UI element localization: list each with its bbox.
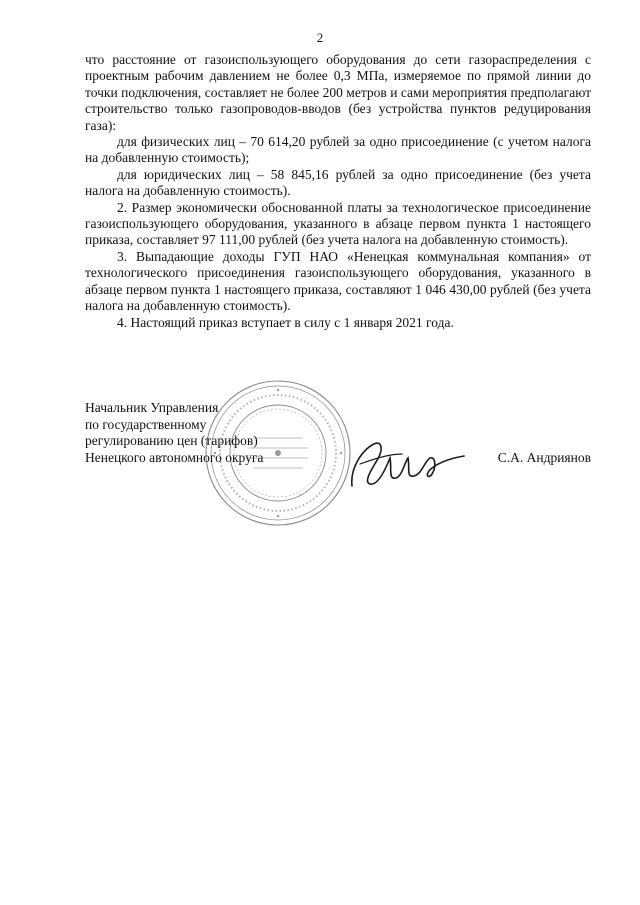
paragraph-legal-entities-fee: для юридических лиц – 58 845,16 рублей за одно присоединение (без учета налога на добавленную стоимость). bbox=[85, 166, 591, 199]
signature-block bbox=[85, 400, 591, 520]
signatory-title-line: Ненецкого автономного округа bbox=[85, 449, 264, 465]
signatory-title bbox=[85, 400, 263, 466]
signatory-name: С.А. Андриянов bbox=[497, 450, 591, 465]
signatory-title-line: по государственному bbox=[85, 416, 207, 432]
signatory-title-line: регулированию цен (тарифов) bbox=[85, 433, 258, 448]
document-body bbox=[85, 52, 591, 331]
paragraph-individuals-fee: для физических лиц – 70 614,20 рублей за одно присоединение (с учетом налога на добавленную стоимость); bbox=[85, 134, 591, 166]
signatory-title-line: Начальник Управления bbox=[85, 400, 219, 415]
paragraph-item-3: 3. Выпадающие доходы ГУП НАО «Ненецкая коммунальная компания» от технологического присоединения газоиспользующего оборудования, указанного в абзаце первом пункта 1 настоящего приказа, составляют 1 046 430,00 рублей (без учета налога на добавленную стоимость). bbox=[85, 248, 591, 314]
paragraph-continuation: что расстояние от газоиспользующего оборудования до сети газораспределения с проектным рабочим давлением не более 0,3 МПа, измеряемое по прямой линии до точки подключения, составляет не более 200 метров и сами мероприятия предполагают строительство только газопроводов-вводов (без устройства пунктов редуцирования газа): bbox=[85, 52, 591, 133]
paragraph-item-2: 2. Размер экономически обоснованной платы за технологическое присоединение газоиспользующего оборудования, указанного в абзаце первом пункта 1 настоящего приказа, составляет 97 111,00 рублей (без учета налога на добавленную стоимость). bbox=[85, 199, 591, 248]
page-number: 2 bbox=[316, 30, 324, 45]
handwritten-signature bbox=[340, 428, 470, 498]
paragraph-item-4: 4. Настоящий приказ вступает в силу с 1 января 2021 года. bbox=[117, 314, 454, 330]
